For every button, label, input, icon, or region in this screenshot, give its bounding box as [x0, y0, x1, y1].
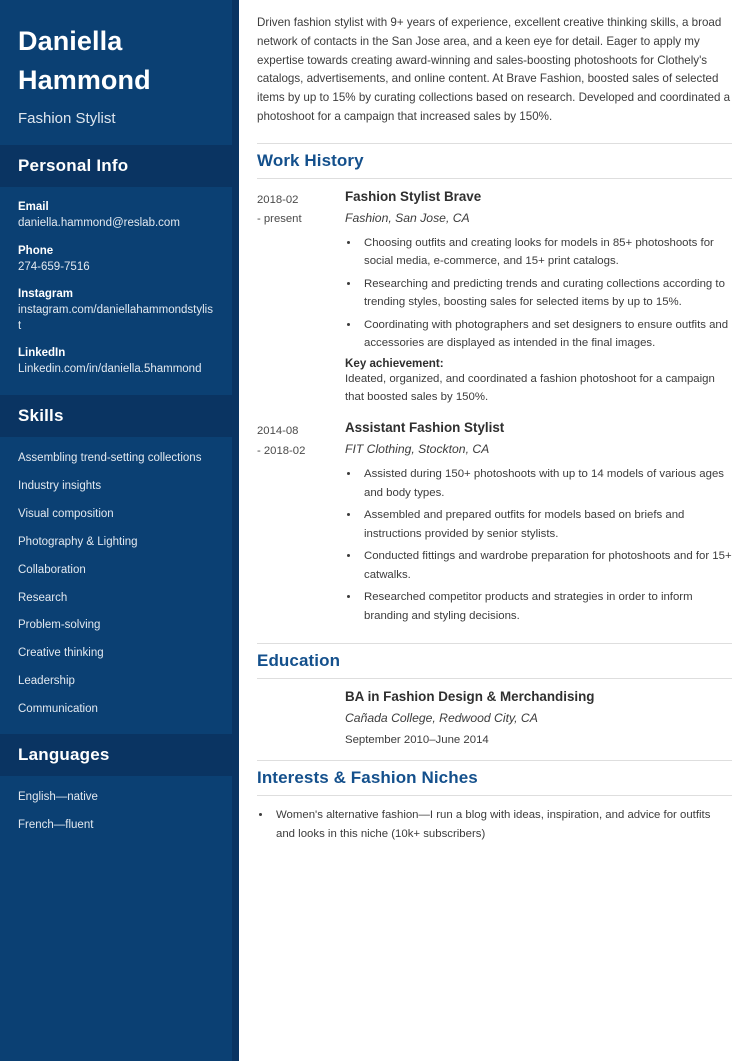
contact-item-email: [18, 201, 214, 232]
work-entry-body: [345, 420, 732, 629]
date-end: - 2018-02: [257, 444, 306, 457]
list-item: • Conducted fittings and wardrobe preparation for photoshoots and for 15+ catwalks.: [360, 547, 732, 584]
skills-list: [0, 437, 232, 734]
contact-item-linkedin: [18, 347, 214, 378]
section-heading-skills: Skills: [0, 395, 232, 437]
name-block: [0, 0, 232, 145]
work-entry: [257, 420, 732, 629]
languages-list: [0, 776, 232, 850]
list-item: English—native: [18, 791, 98, 804]
sidebar: [0, 0, 239, 1061]
key-achievement-label: Key achievement:: [345, 356, 444, 370]
section-heading-languages: Languages: [0, 734, 232, 776]
contact-item-instagram: [18, 288, 214, 334]
contact-label: Phone: [18, 244, 54, 257]
contact-value[interactable]: Linkedin.com/in/daniella.5hammond: [18, 363, 202, 376]
list-item: Communication: [18, 703, 98, 716]
personal-info-list: [0, 187, 232, 395]
list-item: • Assembled and prepared outfits for models based on briefs and instructions provided by senior stylists.: [360, 506, 732, 543]
list-item: Problem-solving: [18, 619, 101, 632]
contact-label: Email: [18, 201, 49, 214]
list-item: • Assisted during 150+ photoshoots with up to 14 models of various ages and body types.: [360, 465, 732, 502]
contact-value[interactable]: daniella.hammond@reslab.com: [18, 217, 180, 230]
section-heading-education: Education: [257, 643, 732, 679]
candidate-job-title: Fashion Stylist: [18, 110, 116, 128]
list-item: Assembling trend-setting collections: [18, 451, 202, 464]
list-item: French—fluent: [18, 819, 94, 832]
list-item: • Researching and predicting trends and curating collections according to trending styles, boosting sales for selected items by up to 15%.: [360, 275, 732, 312]
key-achievement-text: Ideated, organized, and coordinated a fashion photoshoot for a campaign that boosted sales by 150%.: [345, 372, 715, 403]
education-entry: [257, 689, 732, 746]
list-item: Industry insights: [18, 479, 102, 492]
list-item: • Choosing outfits and creating looks for models in 85+ photoshoots for social media, e-commerce, and 15+ print catalogs.: [360, 234, 732, 271]
education-dates: September 2010–June 2014: [345, 734, 489, 747]
work-entry-company: FIT Clothing, Stockton, CA: [345, 442, 490, 457]
contact-label: LinkedIn: [18, 347, 66, 360]
education-school: Cañada College, Redwood City, CA: [345, 711, 538, 726]
work-entry-title: Assistant Fashion Stylist: [345, 420, 505, 436]
work-entry-bullets: [360, 465, 732, 625]
work-entry: [257, 189, 732, 407]
work-entry-body: [345, 189, 732, 407]
list-item: • Women's alternative fashion—I run a blog with ideas, inspiration, and advice for outfits and looks in this niche (10k+ subscribers): [272, 806, 732, 843]
date-end: - present: [257, 212, 302, 225]
work-entry-company: Fashion, San Jose, CA: [345, 210, 470, 225]
contact-label: Instagram: [18, 288, 73, 301]
list-item: Visual composition: [18, 507, 114, 520]
education-entry-body: [345, 689, 732, 746]
date-start: 2014-08: [257, 425, 299, 438]
list-item: • Coordinating with photographers and set designers to ensure outfits and accessories are displayed as intended in the final images.: [360, 316, 732, 353]
section-heading-interests: Interests & Fashion Niches: [257, 760, 732, 796]
work-entry-bullets: [360, 234, 732, 353]
professional-summary: Driven fashion stylist with 9+ years of experience, excellent creative thinking skills, a broad network of contacts in the San Jose area, and a keen eye for detail. Eager to apply my expertise towards creating award-winning and sales-boosting photoshoots for Clothely's catalogs, advertisements, and online content. At Brave Fashion, boosted sales of selected items by up to 15% by curating collections based on research. Developed and coordinated a photoshoot for a campaign that increased sales by 150%.: [257, 16, 731, 123]
contact-value[interactable]: instagram.com/daniellahammondstylist: [18, 304, 213, 332]
list-item: Creative thinking: [18, 647, 104, 660]
list-item: Leadership: [18, 675, 75, 688]
section-heading-work-history: Work History: [257, 143, 732, 179]
main-content: [239, 0, 750, 1061]
contact-value[interactable]: 274-659-7516: [18, 260, 90, 273]
list-item: • Researched competitor products and strategies in order to inform branding and styling decisions.: [360, 588, 732, 625]
date-start: 2018-02: [257, 193, 299, 206]
list-item: Collaboration: [18, 563, 86, 576]
interests-list: [272, 806, 732, 843]
work-entry-dates: [257, 189, 345, 407]
work-entry-dates: [257, 420, 345, 629]
education-entry-dates: [257, 689, 345, 746]
section-heading-personal-info: Personal Info: [0, 145, 232, 187]
education-degree: BA in Fashion Design & Merchandising: [345, 689, 595, 705]
list-item: Research: [18, 591, 68, 604]
contact-item-phone: [18, 245, 214, 276]
list-item: Photography & Lighting: [18, 535, 138, 548]
work-entry-title: Fashion Stylist Brave: [345, 188, 482, 204]
candidate-name: Daniella Hammond: [18, 26, 151, 96]
